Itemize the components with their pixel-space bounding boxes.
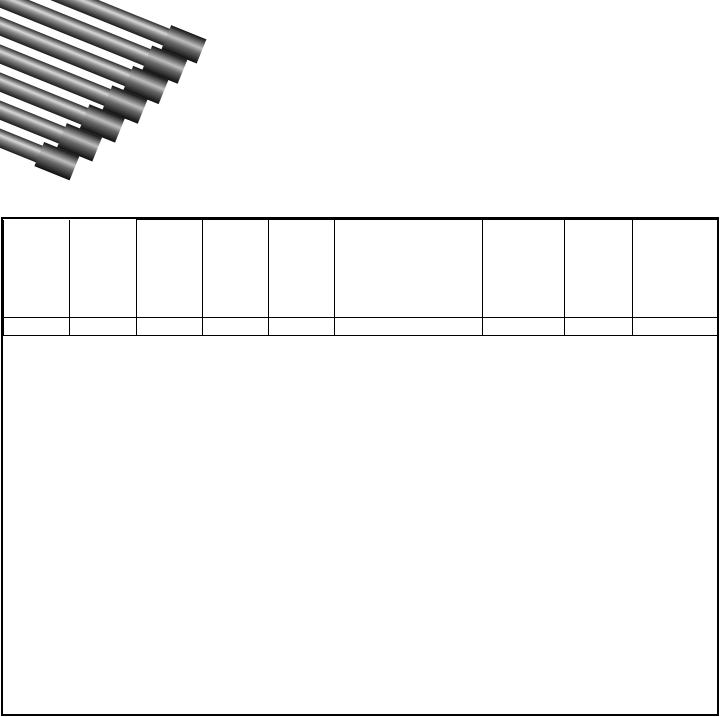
col-tool-joint-id	[269, 220, 335, 318]
dimensions-table-frame	[1, 217, 719, 716]
col-connection	[335, 220, 483, 318]
dimensions-table	[3, 219, 718, 336]
col-min-drift	[633, 220, 718, 318]
symbol-row	[4, 318, 718, 336]
col-max-elevator	[483, 220, 565, 318]
symbol-deu	[483, 318, 565, 336]
symbol-dcu	[565, 318, 633, 336]
drill-pipe-photo	[0, 0, 230, 205]
col-center-upset	[565, 220, 633, 318]
col-size	[4, 220, 70, 318]
col-tool-joint-od	[203, 220, 269, 318]
col-tube-od	[70, 220, 137, 318]
header-row	[4, 220, 718, 318]
col-tube-id	[137, 220, 203, 318]
